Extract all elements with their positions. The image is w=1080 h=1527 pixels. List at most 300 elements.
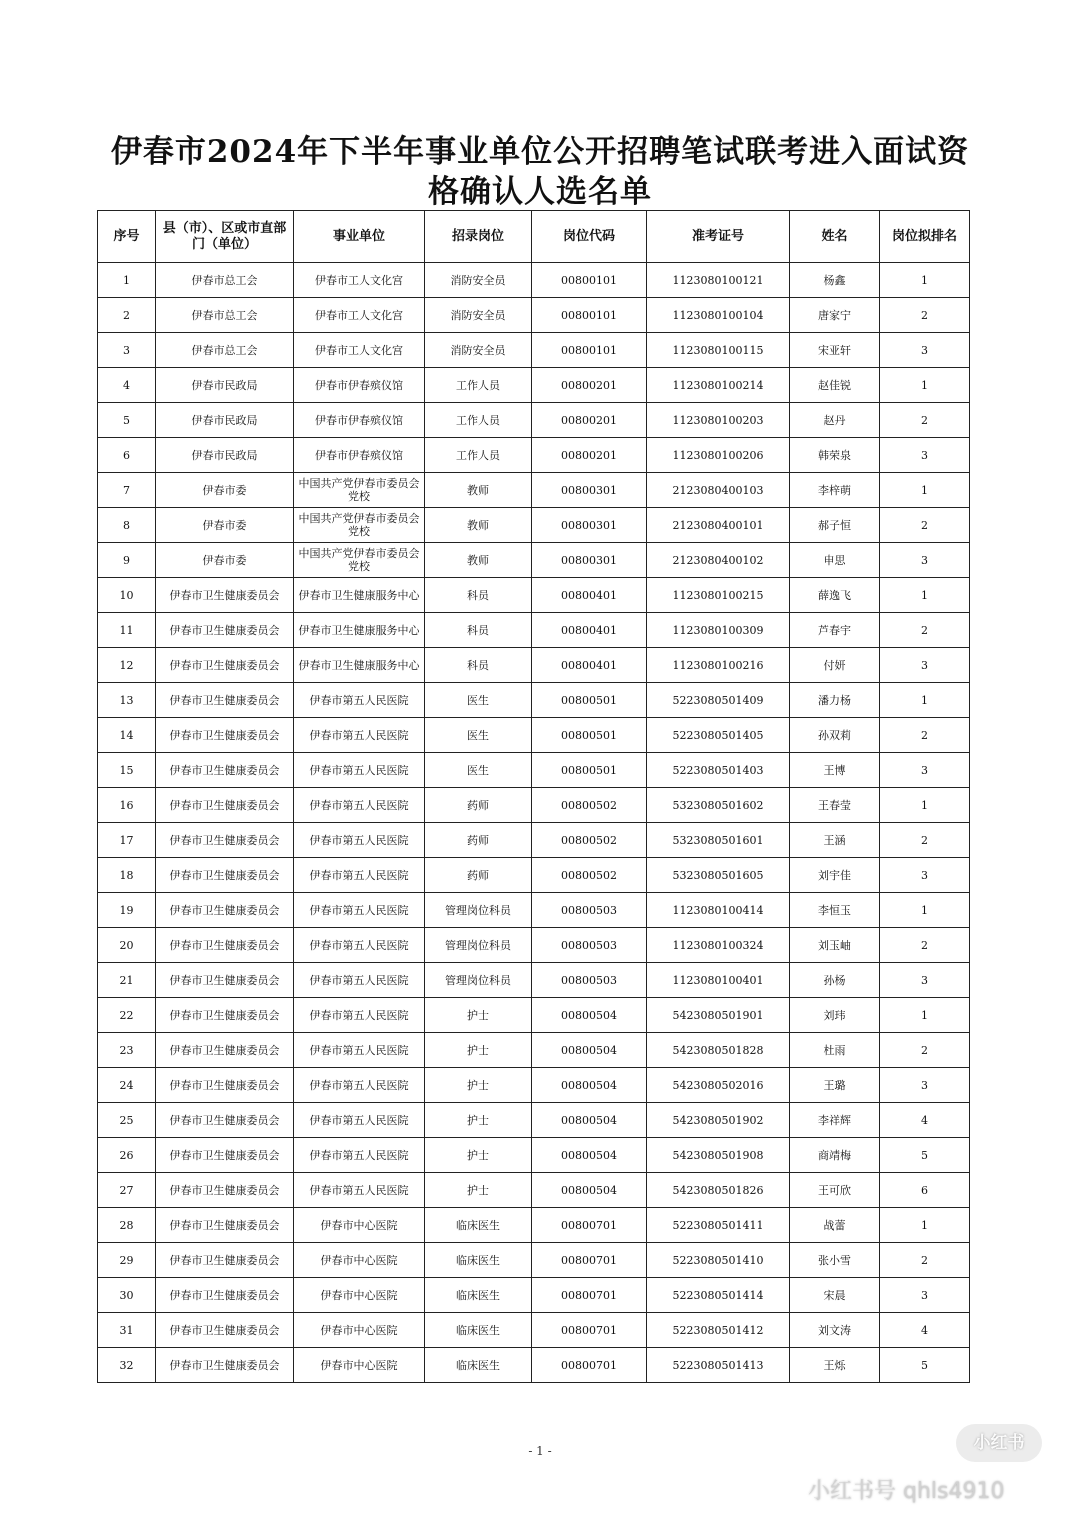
header-position: 招录岗位 (425, 211, 532, 263)
cell-department: 伊春市卫生健康委员会 (156, 1243, 294, 1278)
cell-exam-number: 5323080501601 (647, 823, 790, 858)
cell-rank: 1 (880, 578, 970, 613)
cell-position: 科员 (425, 648, 532, 683)
cell-institution: 伊春市第五人民医院 (294, 998, 425, 1033)
cell-name: 郝子恒 (790, 508, 880, 543)
cell-position-code: 00800301 (532, 508, 647, 543)
cell-index: 8 (98, 508, 156, 543)
cell-index: 6 (98, 438, 156, 473)
cell-institution: 中国共产党伊春市委员会党校 (294, 473, 425, 508)
table-row (98, 1068, 970, 1103)
cell-position: 临床医生 (425, 1278, 532, 1313)
cell-exam-number: 5423080502016 (647, 1068, 790, 1103)
cell-position: 消防安全员 (425, 298, 532, 333)
cell-rank: 2 (880, 508, 970, 543)
cell-index: 18 (98, 858, 156, 893)
cell-position: 临床医生 (425, 1243, 532, 1278)
cell-position: 工作人员 (425, 438, 532, 473)
title-line-1: 伊春市2024年下半年事业单位公开招聘笔试联考进入面试资 (110, 134, 970, 170)
cell-department: 伊春市卫生健康委员会 (156, 823, 294, 858)
cell-position: 医生 (425, 718, 532, 753)
cell-rank: 3 (880, 543, 970, 578)
cell-rank: 5 (880, 1138, 970, 1173)
cell-exam-number: 1123080100206 (647, 438, 790, 473)
table-row (98, 858, 970, 893)
cell-name: 李梓萌 (790, 473, 880, 508)
cell-exam-number: 5423080501828 (647, 1033, 790, 1068)
header-name: 姓名 (790, 211, 880, 263)
cell-position: 管理岗位科员 (425, 963, 532, 998)
table-row (98, 403, 970, 438)
cell-index: 23 (98, 1033, 156, 1068)
cell-rank: 2 (880, 613, 970, 648)
cell-exam-number: 5223080501410 (647, 1243, 790, 1278)
cell-index: 32 (98, 1348, 156, 1383)
cell-institution: 伊春市第五人民医院 (294, 1103, 425, 1138)
cell-name: 王可欣 (790, 1173, 880, 1208)
cell-department: 伊春市卫生健康委员会 (156, 788, 294, 823)
cell-rank: 3 (880, 858, 970, 893)
cell-exam-number: 5423080501826 (647, 1173, 790, 1208)
header-department: 县（市）、区或市直部门（单位） (156, 211, 294, 263)
cell-position-code: 00800504 (532, 1138, 647, 1173)
cell-department: 伊春市总工会 (156, 263, 294, 298)
header-institution: 事业单位 (294, 211, 425, 263)
cell-name: 李恒玉 (790, 893, 880, 928)
header-position-code: 岗位代码 (532, 211, 647, 263)
cell-position-code: 00800504 (532, 1068, 647, 1103)
cell-institution: 中国共产党伊春市委员会党校 (294, 543, 425, 578)
cell-position: 科员 (425, 613, 532, 648)
cell-index: 30 (98, 1278, 156, 1313)
cell-rank: 3 (880, 333, 970, 368)
cell-position: 教师 (425, 473, 532, 508)
cell-position: 工作人员 (425, 403, 532, 438)
cell-name: 杜雨 (790, 1033, 880, 1068)
cell-position: 护士 (425, 1103, 532, 1138)
cell-position: 消防安全员 (425, 263, 532, 298)
cell-institution: 伊春市中心医院 (294, 1348, 425, 1383)
header-rank: 岗位拟排名 (880, 211, 970, 263)
cell-institution: 伊春市第五人民医院 (294, 1173, 425, 1208)
cell-name: 王春莹 (790, 788, 880, 823)
cell-name: 战蕾 (790, 1208, 880, 1243)
cell-exam-number: 1123080100216 (647, 648, 790, 683)
cell-institution: 伊春市第五人民医院 (294, 1033, 425, 1068)
cell-name: 宋晨 (790, 1278, 880, 1313)
table-row (98, 438, 970, 473)
table-row (98, 683, 970, 718)
cell-department: 伊春市卫生健康委员会 (156, 1348, 294, 1383)
cell-name: 孙双莉 (790, 718, 880, 753)
cell-department: 伊春市卫生健康委员会 (156, 1138, 294, 1173)
cell-department: 伊春市卫生健康委员会 (156, 1103, 294, 1138)
cell-department: 伊春市卫生健康委员会 (156, 613, 294, 648)
cell-department: 伊春市委 (156, 473, 294, 508)
cell-institution: 伊春市第五人民医院 (294, 963, 425, 998)
cell-position-code: 00800504 (532, 998, 647, 1033)
cell-institution: 伊春市工人文化宫 (294, 298, 425, 333)
cell-institution: 伊春市伊春殡仪馆 (294, 368, 425, 403)
cell-name: 韩荣泉 (790, 438, 880, 473)
cell-exam-number: 1123080100401 (647, 963, 790, 998)
cell-exam-number: 1123080100215 (647, 578, 790, 613)
cell-position: 临床医生 (425, 1313, 532, 1348)
cell-index: 16 (98, 788, 156, 823)
cell-department: 伊春市卫生健康委员会 (156, 963, 294, 998)
cell-index: 15 (98, 753, 156, 788)
cell-department: 伊春市民政局 (156, 368, 294, 403)
table-row (98, 368, 970, 403)
table-row (98, 613, 970, 648)
cell-position-code: 00800503 (532, 928, 647, 963)
cell-position: 消防安全员 (425, 333, 532, 368)
cell-department: 伊春市民政局 (156, 438, 294, 473)
table-row (98, 998, 970, 1033)
cell-index: 29 (98, 1243, 156, 1278)
table-row (98, 333, 970, 368)
cell-index: 10 (98, 578, 156, 613)
cell-index: 7 (98, 473, 156, 508)
table-row (98, 1278, 970, 1313)
cell-name: 唐家宁 (790, 298, 880, 333)
cell-index: 12 (98, 648, 156, 683)
cell-exam-number: 5223080501411 (647, 1208, 790, 1243)
cell-department: 伊春市卫生健康委员会 (156, 1208, 294, 1243)
cell-rank: 6 (880, 1173, 970, 1208)
cell-name: 赵丹 (790, 403, 880, 438)
cell-name: 王涵 (790, 823, 880, 858)
table-row (98, 263, 970, 298)
cell-position: 护士 (425, 1068, 532, 1103)
cell-index: 17 (98, 823, 156, 858)
cell-rank: 1 (880, 368, 970, 403)
cell-position: 教师 (425, 508, 532, 543)
cell-name: 王璐 (790, 1068, 880, 1103)
cell-exam-number: 5223080501414 (647, 1278, 790, 1313)
cell-position-code: 00800201 (532, 403, 647, 438)
cell-rank: 4 (880, 1313, 970, 1348)
cell-exam-number: 1123080100324 (647, 928, 790, 963)
cell-index: 2 (98, 298, 156, 333)
cell-department: 伊春市卫生健康委员会 (156, 998, 294, 1033)
cell-exam-number: 5423080501902 (647, 1103, 790, 1138)
cell-rank: 1 (880, 1208, 970, 1243)
cell-exam-number: 1123080100214 (647, 368, 790, 403)
header-index: 序号 (98, 211, 156, 263)
cell-rank: 1 (880, 788, 970, 823)
table-row (98, 893, 970, 928)
cell-department: 伊春市委 (156, 508, 294, 543)
cell-department: 伊春市总工会 (156, 333, 294, 368)
cell-department: 伊春市卫生健康委员会 (156, 1173, 294, 1208)
cell-department: 伊春市卫生健康委员会 (156, 1068, 294, 1103)
cell-exam-number: 2123080400101 (647, 508, 790, 543)
table-row (98, 543, 970, 578)
cell-rank: 2 (880, 298, 970, 333)
cell-rank: 3 (880, 648, 970, 683)
cell-index: 13 (98, 683, 156, 718)
cell-exam-number: 5223080501409 (647, 683, 790, 718)
cell-position: 工作人员 (425, 368, 532, 403)
cell-institution: 伊春市卫生健康服务中心 (294, 613, 425, 648)
cell-rank: 2 (880, 718, 970, 753)
cell-name: 刘宇佳 (790, 858, 880, 893)
cell-institution: 伊春市第五人民医院 (294, 858, 425, 893)
cell-institution: 伊春市工人文化宫 (294, 263, 425, 298)
cell-rank: 2 (880, 403, 970, 438)
table-row (98, 1173, 970, 1208)
table-row (98, 753, 970, 788)
cell-exam-number: 5323080501605 (647, 858, 790, 893)
cell-position: 管理岗位科员 (425, 893, 532, 928)
cell-exam-number: 5423080501901 (647, 998, 790, 1033)
cell-index: 19 (98, 893, 156, 928)
cell-institution: 伊春市第五人民医院 (294, 753, 425, 788)
cell-name: 薛逸飞 (790, 578, 880, 613)
cell-position-code: 00800201 (532, 438, 647, 473)
watermark-account: 小红书号 qhls4910 (808, 1479, 1005, 1504)
cell-position-code: 00800503 (532, 963, 647, 998)
cell-department: 伊春市卫生健康委员会 (156, 578, 294, 613)
cell-position-code: 00800401 (532, 613, 647, 648)
cell-department: 伊春市委 (156, 543, 294, 578)
cell-exam-number: 5223080501405 (647, 718, 790, 753)
cell-department: 伊春市卫生健康委员会 (156, 1278, 294, 1313)
cell-institution: 伊春市第五人民医院 (294, 893, 425, 928)
cell-position-code: 00800504 (532, 1103, 647, 1138)
cell-exam-number: 5323080501602 (647, 788, 790, 823)
cell-position-code: 00800502 (532, 788, 647, 823)
cell-name: 刘玮 (790, 998, 880, 1033)
cell-institution: 伊春市工人文化宫 (294, 333, 425, 368)
page-number: - 1 - (528, 1444, 552, 1458)
cell-name: 孙杨 (790, 963, 880, 998)
cell-position: 护士 (425, 998, 532, 1033)
cell-institution: 伊春市第五人民医院 (294, 683, 425, 718)
cell-position: 药师 (425, 823, 532, 858)
cell-rank: 3 (880, 438, 970, 473)
cell-index: 26 (98, 1138, 156, 1173)
cell-department: 伊春市卫生健康委员会 (156, 753, 294, 788)
cell-index: 5 (98, 403, 156, 438)
cell-institution: 伊春市伊春殡仪馆 (294, 403, 425, 438)
cell-position-code: 00800502 (532, 858, 647, 893)
cell-name: 王烁 (790, 1348, 880, 1383)
cell-name: 商靖梅 (790, 1138, 880, 1173)
cell-institution: 伊春市卫生健康服务中心 (294, 578, 425, 613)
table-row (98, 928, 970, 963)
cell-position-code: 00800401 (532, 578, 647, 613)
header-exam-number: 准考证号 (647, 211, 790, 263)
cell-position: 教师 (425, 543, 532, 578)
cell-rank: 1 (880, 998, 970, 1033)
cell-index: 22 (98, 998, 156, 1033)
cell-position-code: 00800701 (532, 1208, 647, 1243)
cell-position-code: 00800701 (532, 1278, 647, 1313)
table-row (98, 473, 970, 508)
cell-rank: 2 (880, 823, 970, 858)
table-row (98, 1103, 970, 1138)
cell-rank: 1 (880, 473, 970, 508)
cell-exam-number: 1123080100115 (647, 333, 790, 368)
cell-position-code: 00800502 (532, 823, 647, 858)
table-row (98, 578, 970, 613)
cell-institution: 伊春市第五人民医院 (294, 823, 425, 858)
table-row (98, 1243, 970, 1278)
cell-institution: 伊春市第五人民医院 (294, 1138, 425, 1173)
cell-institution: 伊春市中心医院 (294, 1278, 425, 1313)
table-row (98, 788, 970, 823)
cell-rank: 3 (880, 1068, 970, 1103)
cell-position: 护士 (425, 1173, 532, 1208)
cell-exam-number: 5223080501413 (647, 1348, 790, 1383)
cell-position: 科员 (425, 578, 532, 613)
cell-rank: 1 (880, 893, 970, 928)
cell-department: 伊春市卫生健康委员会 (156, 1033, 294, 1068)
table-row (98, 1313, 970, 1348)
cell-department: 伊春市民政局 (156, 403, 294, 438)
cell-name: 申思 (790, 543, 880, 578)
cell-name: 刘玉岫 (790, 928, 880, 963)
table-row (98, 298, 970, 333)
cell-position: 医生 (425, 753, 532, 788)
cell-name: 付妍 (790, 648, 880, 683)
cell-position: 护士 (425, 1138, 532, 1173)
cell-rank: 2 (880, 928, 970, 963)
cell-position-code: 00800504 (532, 1033, 647, 1068)
cell-index: 24 (98, 1068, 156, 1103)
cell-position-code: 00800501 (532, 753, 647, 788)
cell-rank: 3 (880, 753, 970, 788)
table-row (98, 963, 970, 998)
cell-department: 伊春市卫生健康委员会 (156, 928, 294, 963)
cell-name: 杨鑫 (790, 263, 880, 298)
cell-rank: 3 (880, 1278, 970, 1313)
cell-institution: 伊春市第五人民医院 (294, 718, 425, 753)
cell-name: 刘文涛 (790, 1313, 880, 1348)
cell-department: 伊春市卫生健康委员会 (156, 683, 294, 718)
cell-index: 4 (98, 368, 156, 403)
cell-exam-number: 1123080100121 (647, 263, 790, 298)
cell-institution: 伊春市第五人民医院 (294, 788, 425, 823)
cell-name: 宋亚轩 (790, 333, 880, 368)
document-title (60, 132, 1020, 212)
cell-position-code: 00800501 (532, 718, 647, 753)
cell-position-code: 00800501 (532, 683, 647, 718)
table-body (98, 263, 970, 1383)
cell-exam-number: 5223080501412 (647, 1313, 790, 1348)
cell-index: 3 (98, 333, 156, 368)
cell-position: 管理岗位科员 (425, 928, 532, 963)
cell-institution: 伊春市伊春殡仪馆 (294, 438, 425, 473)
cell-index: 11 (98, 613, 156, 648)
cell-position: 临床医生 (425, 1348, 532, 1383)
cell-exam-number: 2123080400103 (647, 473, 790, 508)
candidate-table (97, 210, 970, 1383)
cell-index: 31 (98, 1313, 156, 1348)
cell-rank: 1 (880, 683, 970, 718)
cell-position-code: 00800503 (532, 893, 647, 928)
cell-exam-number: 5223080501403 (647, 753, 790, 788)
cell-exam-number: 1123080100104 (647, 298, 790, 333)
table-row (98, 648, 970, 683)
cell-name: 芦春宇 (790, 613, 880, 648)
cell-exam-number: 2123080400102 (647, 543, 790, 578)
cell-position-code: 00800504 (532, 1173, 647, 1208)
table-row (98, 1033, 970, 1068)
table-header (98, 211, 970, 263)
cell-department: 伊春市卫生健康委员会 (156, 893, 294, 928)
cell-name: 李祥辉 (790, 1103, 880, 1138)
cell-rank: 1 (880, 263, 970, 298)
cell-index: 21 (98, 963, 156, 998)
cell-department: 伊春市卫生健康委员会 (156, 648, 294, 683)
cell-department: 伊春市卫生健康委员会 (156, 858, 294, 893)
cell-name: 潘力杨 (790, 683, 880, 718)
cell-department: 伊春市总工会 (156, 298, 294, 333)
header-row (98, 211, 970, 263)
cell-index: 14 (98, 718, 156, 753)
cell-institution: 伊春市第五人民医院 (294, 1068, 425, 1103)
cell-position-code: 00800101 (532, 333, 647, 368)
cell-position-code: 00800701 (532, 1243, 647, 1278)
cell-department: 伊春市卫生健康委员会 (156, 718, 294, 753)
cell-name: 赵佳锐 (790, 368, 880, 403)
cell-rank: 2 (880, 1033, 970, 1068)
cell-rank: 5 (880, 1348, 970, 1383)
cell-rank: 2 (880, 1243, 970, 1278)
cell-name: 王博 (790, 753, 880, 788)
cell-position-code: 00800701 (532, 1313, 647, 1348)
cell-institution: 伊春市卫生健康服务中心 (294, 648, 425, 683)
cell-position: 临床医生 (425, 1208, 532, 1243)
table-row (98, 1138, 970, 1173)
cell-index: 27 (98, 1173, 156, 1208)
cell-position-code: 00800101 (532, 298, 647, 333)
cell-department: 伊春市卫生健康委员会 (156, 1313, 294, 1348)
cell-exam-number: 1123080100414 (647, 893, 790, 928)
cell-exam-number: 1123080100309 (647, 613, 790, 648)
cell-position-code: 00800301 (532, 473, 647, 508)
table-row (98, 1208, 970, 1243)
cell-position: 药师 (425, 858, 532, 893)
cell-institution: 伊春市中心医院 (294, 1243, 425, 1278)
cell-index: 9 (98, 543, 156, 578)
cell-position-code: 00800101 (532, 263, 647, 298)
title-line-2: 格确认人选名单 (428, 174, 652, 210)
cell-position-code: 00800401 (532, 648, 647, 683)
cell-institution: 伊春市中心医院 (294, 1208, 425, 1243)
cell-institution: 伊春市中心医院 (294, 1313, 425, 1348)
cell-position-code: 00800301 (532, 543, 647, 578)
cell-rank: 4 (880, 1103, 970, 1138)
cell-position: 药师 (425, 788, 532, 823)
cell-exam-number: 5423080501908 (647, 1138, 790, 1173)
cell-name: 张小雪 (790, 1243, 880, 1278)
cell-position: 医生 (425, 683, 532, 718)
watermark-badge: 小红书 (956, 1424, 1042, 1462)
cell-index: 1 (98, 263, 156, 298)
cell-index: 28 (98, 1208, 156, 1243)
cell-exam-number: 1123080100203 (647, 403, 790, 438)
cell-position: 护士 (425, 1033, 532, 1068)
table-row (98, 508, 970, 543)
table-row (98, 718, 970, 753)
cell-position-code: 00800701 (532, 1348, 647, 1383)
table-row (98, 823, 970, 858)
cell-position-code: 00800201 (532, 368, 647, 403)
